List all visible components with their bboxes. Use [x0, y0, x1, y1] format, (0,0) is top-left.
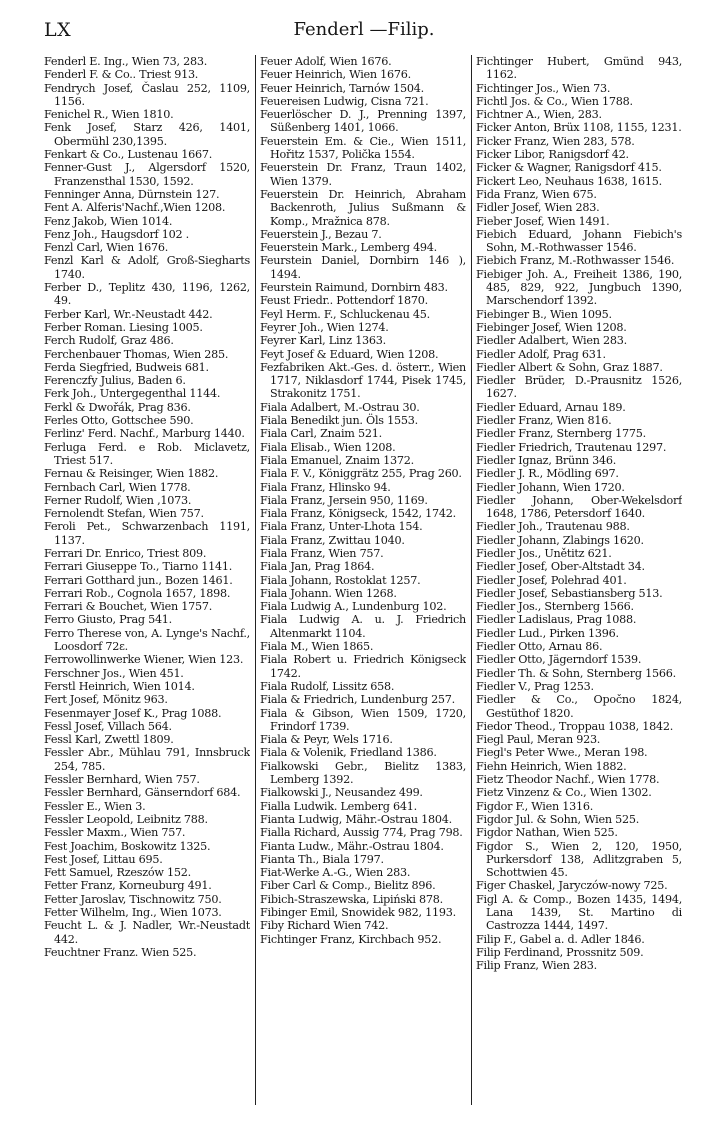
- directory-entry: Fiedler V., Prag 1253.: [476, 679, 594, 693]
- directory-entry: Fiedler Eduard, Arnau 189.: [476, 400, 626, 414]
- directory-entry: Fesenmayer Josef K., Prag 1088.: [44, 706, 222, 720]
- directory-entry: Fiedler Johann, Ober-Wekelsdorf 1648, 1786, Petersdorf 1640.: [476, 493, 682, 521]
- directory-entry: Fiala & Volenik, Friedland 1386.: [260, 746, 437, 760]
- directory-entry: Feuer Heinrich, Wien 1676.: [260, 68, 411, 82]
- directory-entry: Fibich-Straszewska, Lipiński 878.: [260, 892, 443, 906]
- directory-entry: Fiedler Jos., Unětitz 621.: [476, 546, 612, 560]
- directory-entry: Fichtl Jos. & Co., Wien 1788.: [476, 94, 633, 108]
- column-1: [44, 55, 250, 1105]
- directory-entry: Fest Joachim, Boskowitz 1325.: [44, 839, 211, 853]
- directory-entry: Fichtinger Franz, Kirchbach 952.: [260, 932, 442, 946]
- directory-entry: Fenz Jakob, Wien 1014.: [44, 214, 173, 228]
- directory-entry: Fiedler Otto, Jägerndorf 1539.: [476, 653, 642, 667]
- directory-entry: Ferber Roman. Liesing 1005.: [44, 320, 203, 334]
- directory-entry: Fietz Vinzenz & Co., Wien 1302.: [476, 786, 652, 800]
- directory-entry: Fiala F. V., Königgrätz 255, Prag 260.: [260, 467, 462, 481]
- directory-entry: Feust Friedr.. Pottendorf 1870.: [260, 294, 428, 308]
- directory-entry: Fest Josef, Littau 695.: [44, 852, 163, 866]
- directory-entry: Fernbach Carl, Wien 1778.: [44, 480, 191, 494]
- directory-entry: Figer Chaskel, Jaryczów-nowy 725.: [476, 879, 668, 893]
- directory-entry: Ferrari Rob., Cognola 1657, 1898.: [44, 586, 231, 600]
- directory-entry: Fialla Ludwik. Lemberg 641.: [260, 799, 417, 813]
- directory-entry: Fiegl Paul, Meran 923.: [476, 733, 601, 747]
- directory-entry: Fiegl's Peter Wwe., Meran 198.: [476, 746, 648, 760]
- directory-entry: Fiala & Friedrich, Lundenburg 257.: [260, 693, 455, 707]
- directory-entry: Feuerstein Mark., Lemberg 494.: [260, 241, 437, 255]
- directory-entry: Fiedler Lud., Pirken 1396.: [476, 626, 619, 640]
- directory-entry: Fiedler Franz, Sternberg 1775.: [476, 427, 646, 441]
- directory-entry: Fezfabriken Akt.-Ges. d. österr., Wien 1717, Niklasdorf 1744, Pisek 1745, Strakonitz 1751.: [260, 360, 466, 401]
- directory-entry: Fiala Ludwig A., Lundenburg 102.: [260, 600, 447, 614]
- column-2: [260, 55, 466, 1105]
- directory-entry: Feyt Josef & Eduard, Wien 1208.: [260, 347, 439, 361]
- directory-entry: Fiala Franz, Hlinsko 94.: [260, 480, 391, 494]
- directory-entry: Fenzl Karl & Adolf, Groß-Siegharts 1740.: [44, 254, 250, 281]
- directory-entry: Fichtinger Hubert, Gmünd 943, 1162.: [476, 55, 682, 82]
- directory-entry: Fiala Elisab., Wien 1208.: [260, 440, 396, 454]
- directory-entry: Fianta Th., Biala 1797.: [260, 852, 384, 866]
- directory-entry: Fiala M., Wien 1865.: [260, 640, 374, 654]
- directory-entry: Fichtner A., Wien, 283.: [476, 108, 602, 122]
- directory-entry: Fietz Theodor Nachf., Wien 1778.: [476, 773, 660, 787]
- directory-entry: Fida Franz, Wien 675.: [476, 187, 597, 201]
- directory-entry: Fichtinger Jos., Wien 73.: [476, 81, 611, 95]
- directory-entry: Fendrych Josef, Časlau 252, 1109, 1156.: [44, 81, 250, 108]
- directory-entry: Fenderl E. Ing., Wien 73, 283.: [44, 55, 207, 68]
- directory-entry: Fetter Jaroslav, Tischnowitz 750.: [44, 892, 222, 906]
- directory-entry: Ferlinz' Ferd. Nachf., Marburg 1440.: [44, 427, 245, 441]
- directory-entry: Fiedor Theod., Troppau 1038, 1842.: [476, 719, 674, 733]
- directory-entry: Ferber Karl, Wr.-Neustadt 442.: [44, 307, 213, 321]
- directory-entry: Fiebinger B., Wien 1095.: [476, 307, 612, 321]
- directory-entry: Ferenczfy Julius, Baden 6.: [44, 374, 186, 388]
- directory-entry: Fenz Joh., Haugsdorf 102 .: [44, 227, 189, 241]
- directory-entry: Feuer Heinrich, Tarnów 1504.: [260, 81, 424, 95]
- column-divider: [255, 55, 256, 1105]
- directory-entry: Ficker Franz, Wien 283, 578.: [476, 134, 635, 148]
- directory-entry: Ferles Otto, Gottschee 590.: [44, 414, 194, 428]
- directory-entry: Feuerstein Dr. Heinrich, Abraham Backenroth, Julius Sußmann & Komp., Mražnica 878.: [260, 187, 466, 228]
- directory-entry: Fiala & Peyr, Wels 1716.: [260, 733, 393, 747]
- directory-entry: Fiehn Heinrich, Wien 1882.: [476, 759, 627, 773]
- directory-entry: Fenderl F. & Co.. Triest 913.: [44, 68, 199, 82]
- directory-entry: Feurstein Raimund, Dornbirn 483.: [260, 281, 448, 295]
- directory-entry: Feuchtner Franz. Wien 525.: [44, 945, 197, 959]
- directory-entry: Fiedler Josef, Ober-Altstadt 34.: [476, 560, 645, 574]
- directory-entry: Fiala Adalbert, M.-Ostrau 30.: [260, 400, 420, 414]
- directory-entry: Figdor S., Wien 2, 120, 1950, Purkersdorf 138, Adlitzgraben 5, Schottwien 45.: [476, 839, 682, 880]
- directory-entry: Fessl Josef, Villach 564.: [44, 719, 172, 733]
- directory-entry: Fenner-Gust J., Algersdorf 1520, Franzensthal 1530, 1592.: [44, 161, 250, 188]
- directory-entry: Fiala Jan, Prag 1864.: [260, 560, 375, 574]
- directory-entry: Filip F., Gabel a. d. Adler 1846.: [476, 932, 645, 946]
- directory-entry: Fiedler J. R., Mödling 697.: [476, 467, 619, 481]
- directory-entry: Feucht L. & J. Nadler, Wr.-Neustadt 442.: [44, 919, 250, 946]
- directory-entry: Fetter Wilhelm, Ing., Wien 1073.: [44, 906, 222, 919]
- directory-entry: Fiedler Friedrich, Trautenau 1297.: [476, 440, 667, 454]
- directory-entry: Figdor Jul. & Sohn, Wien 525.: [476, 812, 640, 826]
- directory-entry: Ficker & Wagner, Ranigsdorf 415.: [476, 161, 662, 175]
- directory-entry: Fiedler Th. & Sohn, Sternberg 1566.: [476, 666, 676, 680]
- directory-entry: Fiala Ludwig A. u. J. Friedrich Altenmarkt 1104.: [260, 613, 466, 640]
- directory-entry: Fernolendt Stefan, Wien 757.: [44, 507, 204, 521]
- directory-entry: Fessler Abr., Mühlau 791, Innsbruck 254, 785.: [44, 746, 250, 773]
- directory-entry: Fiedler Adalbert, Wien 283.: [476, 334, 627, 348]
- directory-entry: Feuerstein J., Bezau 7.: [260, 227, 382, 241]
- directory-entry: Fessler Bernhard, Gänserndorf 684.: [44, 786, 241, 800]
- directory-entry: Fetter Franz, Korneuburg 491.: [44, 879, 212, 893]
- directory-entry: Fernau & Reisinger, Wien 1882.: [44, 467, 219, 481]
- directory-entry: Fialkowski Gebr., Bielitz 1383, Lemberg 1392.: [260, 759, 466, 787]
- directory-entry: Feyl Herm. F., Schluckenau 45.: [260, 307, 430, 321]
- directory-entry: Ferber D., Teplitz 430, 1196, 1262, 49.: [44, 281, 250, 308]
- directory-entry: Fibinger Emil, Snowidek 982, 1193.: [260, 906, 456, 919]
- directory-entry: Fiebinger Josef, Wien 1208.: [476, 320, 627, 334]
- directory-entry: Fialla Richard, Aussig 774, Prag 798.: [260, 826, 463, 840]
- directory-entry: Fickert Leo, Neuhaus 1638, 1615.: [476, 174, 662, 188]
- directory-entry: Ferschner Jos., Wien 451.: [44, 666, 184, 680]
- directory-entry: Fiedler Adolf, Prag 631.: [476, 347, 606, 361]
- directory-entry: Fiedler Otto, Arnau 86.: [476, 640, 603, 654]
- directory-entry: Fenzl Carl, Wien 1676.: [44, 241, 169, 255]
- directory-entry: Ferda Siegfried, Budweis 681.: [44, 360, 209, 374]
- directory-entry: Fessler Leopold, Leibnitz 788.: [44, 812, 208, 826]
- directory-entry: Fidler Josef, Wien 283.: [476, 201, 600, 215]
- directory-entry: Fiedler Brüder, D.-Prausnitz 1526, 1627.: [476, 374, 682, 401]
- directory-entry: Fianta Ludw., Mähr.-Ostrau 1804.: [260, 839, 444, 853]
- column-divider: [471, 55, 472, 1105]
- directory-entry: Ferro Giusto, Prag 541.: [44, 613, 172, 627]
- directory-entry: Ferchenbauer Thomas, Wien 285.: [44, 347, 229, 361]
- directory-columns: [44, 55, 686, 1105]
- directory-entry: Feuerstein Em. & Cie., Wien 1511, Hořitz 1537, Polička 1554.: [260, 134, 466, 162]
- directory-entry: Fiedler & Co., Opočno 1824, Gestüthof 1820.: [476, 693, 682, 720]
- directory-entry: Ferkl & Dwořák, Prag 836.: [44, 400, 191, 414]
- directory-entry: Fiala Franz, Zwittau 1040.: [260, 533, 405, 547]
- directory-entry: Fiala Johann. Wien 1268.: [260, 586, 397, 600]
- directory-entry: Fiala Franz, Unter-Lhota 154.: [260, 520, 423, 534]
- directory-entry: Fialkowski J., Neusandez 499.: [260, 786, 423, 800]
- directory-entry: Fent A. Alferis'Nachf.,Wien 1208.: [44, 201, 226, 215]
- directory-entry: Figdor F., Wien 1316.: [476, 799, 594, 813]
- directory-entry: Fiedler Ladislaus, Prag 1088.: [476, 613, 637, 627]
- directory-entry: Fiedler Joh., Trautenau 988.: [476, 520, 630, 534]
- directory-entry: Fiby Richard Wien 742.: [260, 919, 389, 933]
- directory-entry: Fenninger Anna, Dürnstein 127.: [44, 187, 220, 201]
- directory-entry: Feuerstein Dr. Franz, Traun 1402, Wien 1379.: [260, 161, 466, 188]
- directory-entry: Ferk Joh., Untergegenthal 1144.: [44, 387, 221, 401]
- directory-entry: Fiedler Franz, Wien 816.: [476, 414, 612, 428]
- directory-entry: Fiedler Albert & Sohn, Graz 1887.: [476, 360, 663, 374]
- directory-entry: Fenkart & Co., Lustenau 1667.: [44, 148, 213, 162]
- directory-entry: Fenichel R., Wien 1810.: [44, 108, 174, 122]
- directory-entry: Fiala Rudolf, Lissitz 658.: [260, 679, 395, 693]
- directory-entry: Ferstl Heinrich, Wien 1014.: [44, 679, 195, 693]
- directory-entry: Feuereisen Ludwig, Cisna 721.: [260, 94, 429, 108]
- directory-entry: Fiedler Johann, Zlabings 1620.: [476, 533, 644, 547]
- directory-entry: Feyrer Joh., Wien 1274.: [260, 320, 389, 334]
- directory-entry: Fiber Carl & Comp., Bielitz 896.: [260, 879, 436, 893]
- directory-entry: Ficker Anton, Brüx 1108, 1155, 1231.: [476, 121, 682, 135]
- directory-entry: Feurstein Daniel, Dornbirn 146 ), 1494.: [260, 254, 466, 281]
- running-title: Fenderl —Filip.: [293, 19, 435, 40]
- directory-entry: Ferluga Ferd. e Rob. Miclavetz, Triest 517.: [44, 440, 250, 467]
- directory-entry: Fiebich Eduard, Johann Fiebich's Sohn, M.-Rothwasser 1546.: [476, 227, 682, 255]
- column-3: [476, 55, 682, 1105]
- directory-entry: Fianta Ludwig, Mähr.-Ostrau 1804.: [260, 812, 452, 826]
- directory-entry: Fiala Robert u. Friedrich Königseck 1742.: [260, 653, 466, 680]
- directory-entry: Fiala Benedikt jun. Öls 1553.: [260, 414, 418, 428]
- directory-entry: Fiala Franz, Wien 757.: [260, 546, 384, 560]
- directory-entry: Fessler Bernhard, Wien 757.: [44, 773, 200, 787]
- directory-entry: Fiala Johann, Rostoklat 1257.: [260, 573, 421, 587]
- directory-entry: Fessler E., Wien 3.: [44, 799, 146, 813]
- directory-entry: Ferrari & Bouchet, Wien 1757.: [44, 600, 213, 614]
- page-number: LX: [44, 19, 72, 41]
- directory-entry: Ferch Rudolf, Graz 486.: [44, 334, 174, 348]
- directory-entry: Fiedler Johann, Wien 1720.: [476, 480, 625, 494]
- directory-entry: Fiebiger Joh. A., Freiheit 1386, 190, 485, 829, 922, Jungbuch 1390, Marschendorf 1392.: [476, 267, 682, 308]
- directory-entry: Ficker Libor, Ranigsdorf 42.: [476, 148, 629, 162]
- directory-entry: Feuer Adolf, Wien 1676.: [260, 55, 392, 68]
- directory-entry: Fessl Karl, Zwettl 1809.: [44, 733, 174, 747]
- page-header: [44, 19, 684, 43]
- directory-entry: Fessler Maxm., Wien 757.: [44, 826, 186, 840]
- directory-entry: Fiedler Ignaz, Brünn 346.: [476, 453, 617, 467]
- directory-entry: Fiedler Josef, Polehrad 401.: [476, 573, 627, 587]
- directory-entry: Feuerlöscher D. J., Prenning 1397, Süßenberg 1401, 1066.: [260, 108, 466, 135]
- directory-entry: Fieber Josef, Wien 1491.: [476, 214, 610, 228]
- directory-entry: Fiala Emanuel, Znaim 1372.: [260, 453, 414, 467]
- directory-entry: Fiala Franz, Königseck, 1542, 1742.: [260, 507, 456, 521]
- directory-entry: Ferrari Gotthard jun., Bozen 1461.: [44, 573, 233, 587]
- directory-entry: Fert Josef, Mönitz 963.: [44, 693, 168, 707]
- directory-entry: Fett Samuel, Rzeszów 152.: [44, 866, 191, 880]
- directory-entry: Fiala Carl, Znaim 521.: [260, 427, 382, 441]
- directory-entry: Fiebich Franz, M.-Rothwasser 1546.: [476, 254, 675, 268]
- directory-entry: Filip Franz, Wien 283.: [476, 959, 597, 973]
- directory-entry: Fiedler Jos., Sternberg 1566.: [476, 600, 634, 614]
- directory-entry: Fenk Josef, Starz 426, 1401, Obermühl 230,1395.: [44, 121, 250, 148]
- directory-entry: Fiat-Werke A.-G., Wien 283.: [260, 866, 411, 880]
- directory-entry: Ferrari Dr. Enrico, Triest 809.: [44, 546, 207, 560]
- directory-entry: Figl A. & Comp., Bozen 1435, 1494, Lana 1439, St. Martino di Castrozza 1444, 1497.: [476, 892, 682, 933]
- directory-entry: Feyrer Karl, Linz 1363.: [260, 334, 386, 348]
- directory-entry: Figdor Nathan, Wien 525.: [476, 826, 618, 840]
- directory-entry: Ferrari Giuseppe To., Tiarno 1141.: [44, 560, 233, 574]
- directory-entry: Fiala Franz, Jersein 950, 1169.: [260, 493, 428, 507]
- directory-entry: Ferrowollinwerke Wiener, Wien 123.: [44, 653, 244, 667]
- directory-entry: Fiala & Gibson, Wien 1509, 1720, Frindorf 1739.: [260, 706, 466, 733]
- directory-entry: Filip Ferdinand, Prossnitz 509.: [476, 945, 644, 959]
- directory-entry: Ferro Therese von, A. Lynge's Nachf., Loosdorf 72ε.: [44, 626, 250, 654]
- directory-entry: Fiedler Josef, Sebastiansberg 513.: [476, 586, 663, 600]
- directory-entry: Feroli Pet., Schwarzenbach 1191, 1137.: [44, 520, 250, 547]
- directory-entry: Ferner Rudolf, Wien ,1073.: [44, 493, 192, 507]
